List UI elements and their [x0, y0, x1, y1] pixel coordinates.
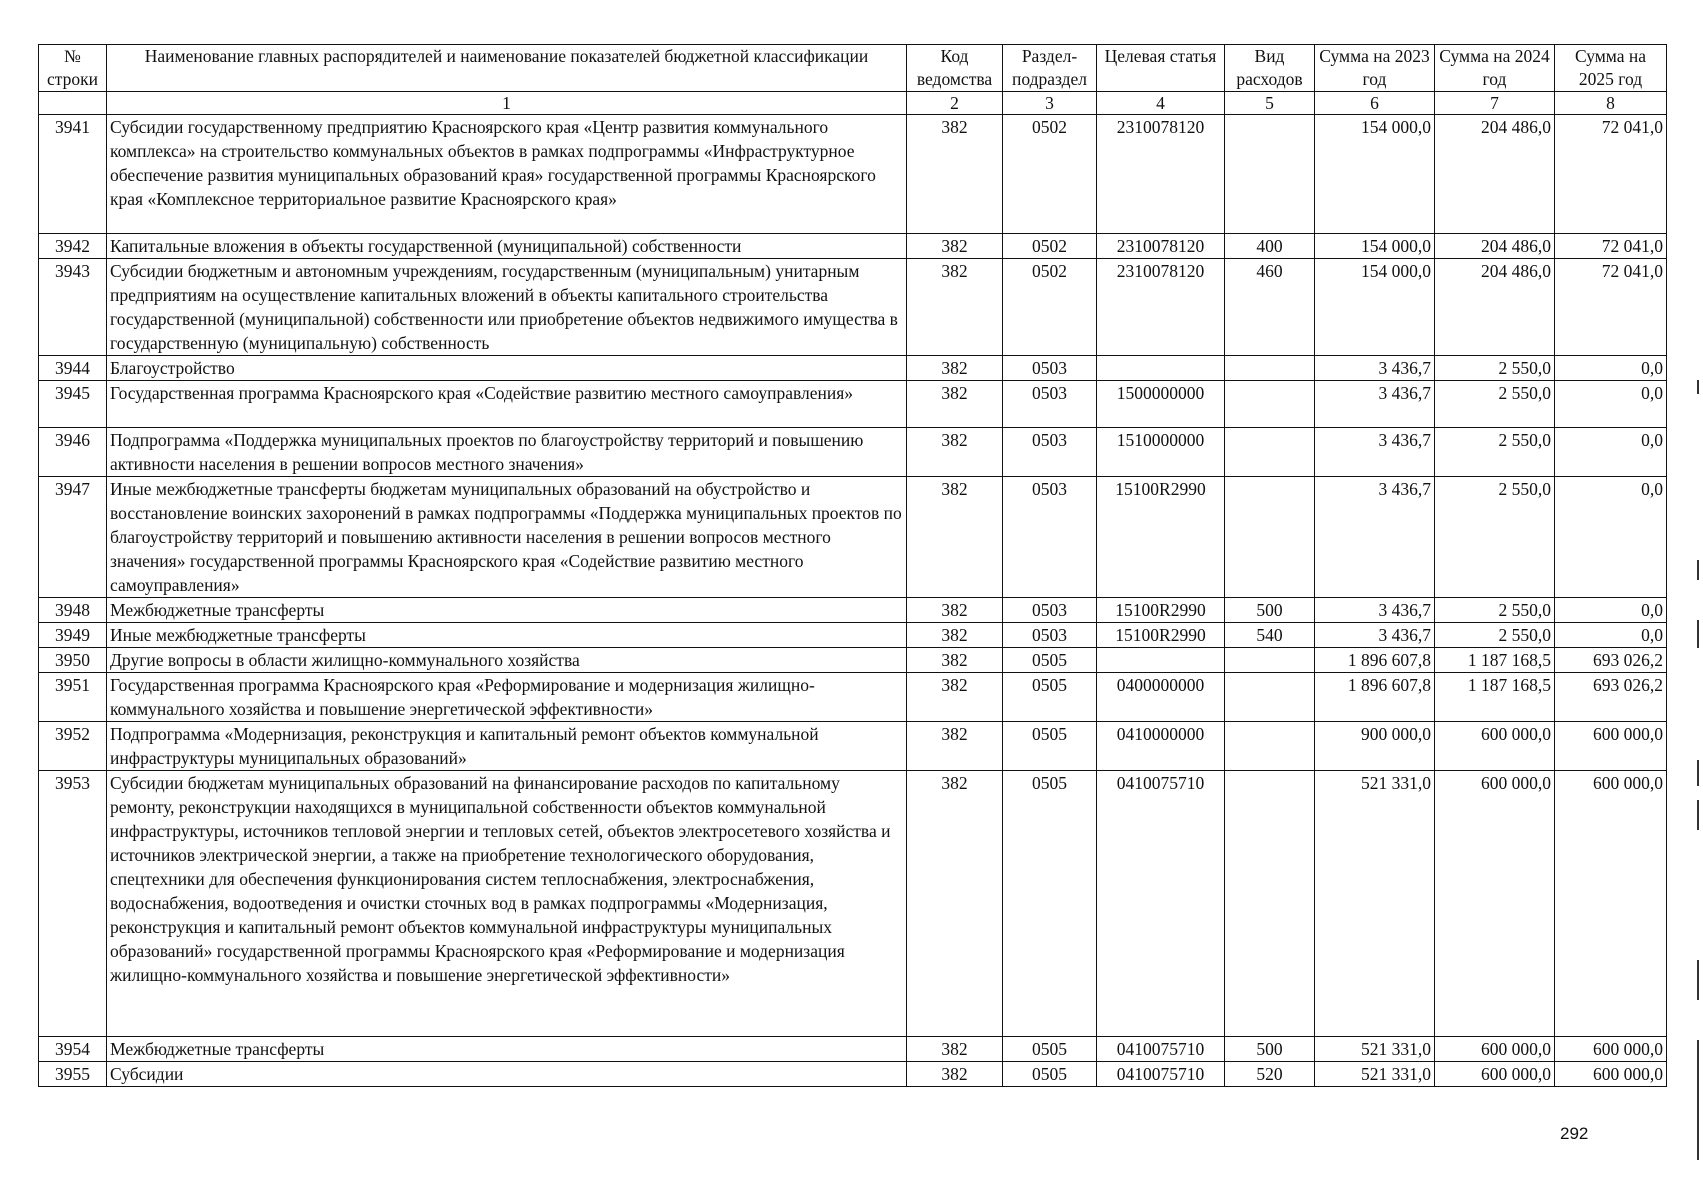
- section-code: 0502: [1003, 234, 1097, 259]
- column-number-row: [39, 92, 1667, 115]
- item-name: Межбюджетные трансферты: [107, 1037, 907, 1062]
- row-number: 3955: [39, 1062, 107, 1087]
- dept-code: 382: [907, 598, 1003, 623]
- dept-code: 382: [907, 623, 1003, 648]
- expense-type: [1225, 477, 1315, 598]
- row-number: 3949: [39, 623, 107, 648]
- section-code: 0503: [1003, 381, 1097, 428]
- table-row: [39, 598, 1667, 623]
- scan-edge-mark: [1697, 760, 1699, 786]
- target-article: 15100R2990: [1097, 623, 1225, 648]
- sum-2025: 600 000,0: [1555, 1037, 1667, 1062]
- dept-code: 382: [907, 477, 1003, 598]
- target-article: 0410000000: [1097, 722, 1225, 771]
- sum-2025: 0,0: [1555, 477, 1667, 598]
- header-sum-2023: Сумма на 2023 год: [1315, 45, 1435, 92]
- item-name: Субсидии: [107, 1062, 907, 1087]
- target-article: 0400000000: [1097, 673, 1225, 722]
- item-name: Благоустройство: [107, 356, 907, 381]
- sum-2023: 1 896 607,8: [1315, 648, 1435, 673]
- row-number: 3952: [39, 722, 107, 771]
- sum-2023: 3 436,7: [1315, 623, 1435, 648]
- sum-2023: 3 436,7: [1315, 356, 1435, 381]
- table-row: [39, 771, 1667, 1037]
- section-code: 0503: [1003, 428, 1097, 477]
- header-section: Раздел-подраздел: [1003, 45, 1097, 92]
- table-row: [39, 1062, 1667, 1087]
- header-expense-type: Вид расходов: [1225, 45, 1315, 92]
- sum-2024: 204 486,0: [1435, 115, 1555, 234]
- item-name: Подпрограмма «Поддержка муниципальных проектов по благоустройству территорий и повышению активности населения в решении вопросов местного значения»: [107, 428, 907, 477]
- expense-type: 460: [1225, 259, 1315, 356]
- row-number: 3944: [39, 356, 107, 381]
- expense-type: [1225, 428, 1315, 477]
- dept-code: 382: [907, 428, 1003, 477]
- target-article: 15100R2990: [1097, 598, 1225, 623]
- sum-2024: 600 000,0: [1435, 771, 1555, 1037]
- sum-2023: 154 000,0: [1315, 234, 1435, 259]
- expense-type: [1225, 381, 1315, 428]
- column-number: 2: [907, 92, 1003, 115]
- item-name: Иные межбюджетные трансферты: [107, 623, 907, 648]
- expense-type: [1225, 356, 1315, 381]
- dept-code: 382: [907, 1037, 1003, 1062]
- table-row: [39, 722, 1667, 771]
- section-code: 0505: [1003, 1062, 1097, 1087]
- sum-2024: 600 000,0: [1435, 1062, 1555, 1087]
- sum-2024: 2 550,0: [1435, 356, 1555, 381]
- scan-edge-mark: [1697, 1040, 1699, 1160]
- target-article: 0410075710: [1097, 1062, 1225, 1087]
- item-name: Государственная программа Красноярского края «Содействие развитию местного самоуправления»: [107, 381, 907, 428]
- scan-edge-mark: [1697, 620, 1699, 648]
- table-row: [39, 234, 1667, 259]
- sum-2025: 600 000,0: [1555, 1062, 1667, 1087]
- section-code: 0505: [1003, 722, 1097, 771]
- header-sum-2025: Сумма на 2025 год: [1555, 45, 1667, 92]
- dept-code: 382: [907, 259, 1003, 356]
- header-dept-code: Код ведомства: [907, 45, 1003, 92]
- expense-type: [1225, 771, 1315, 1037]
- section-code: 0503: [1003, 598, 1097, 623]
- target-article: 1510000000: [1097, 428, 1225, 477]
- sum-2024: 1 187 168,5: [1435, 648, 1555, 673]
- sum-2024: 2 550,0: [1435, 598, 1555, 623]
- sum-2025: 600 000,0: [1555, 722, 1667, 771]
- scan-edge-mark: [1697, 800, 1699, 830]
- section-code: 0502: [1003, 259, 1097, 356]
- expense-type: [1225, 648, 1315, 673]
- sum-2025: 72 041,0: [1555, 115, 1667, 234]
- table-row: [39, 428, 1667, 477]
- column-number: 6: [1315, 92, 1435, 115]
- row-number: 3946: [39, 428, 107, 477]
- dept-code: 382: [907, 115, 1003, 234]
- table-row: [39, 115, 1667, 234]
- row-number: 3947: [39, 477, 107, 598]
- expense-type: 520: [1225, 1062, 1315, 1087]
- target-article: 2310078120: [1097, 115, 1225, 234]
- sum-2025: 600 000,0: [1555, 771, 1667, 1037]
- column-number: 1: [107, 92, 907, 115]
- page-number: 292: [1560, 1124, 1589, 1143]
- item-name: Другие вопросы в области жилищно-коммунального хозяйства: [107, 648, 907, 673]
- target-article: 2310078120: [1097, 234, 1225, 259]
- expense-type: 500: [1225, 598, 1315, 623]
- table-row: [39, 356, 1667, 381]
- sum-2024: 2 550,0: [1435, 428, 1555, 477]
- section-code: 0502: [1003, 115, 1097, 234]
- row-number: 3942: [39, 234, 107, 259]
- table-body: [39, 115, 1667, 1087]
- sum-2023: 521 331,0: [1315, 771, 1435, 1037]
- sum-2025: 693 026,2: [1555, 673, 1667, 722]
- scan-edge-mark: [1697, 560, 1699, 580]
- item-name: Субсидии бюджетным и автономным учреждениям, государственным (муниципальным) унитарным предприятиям на осуществление капитальных вложений в объекты капитального строительства государственной (муниципальной) собственности или приобретение объектов недвижимого имущества в государственную (муниципальную) собственность: [107, 259, 907, 356]
- sum-2025: 72 041,0: [1555, 259, 1667, 356]
- header-row-number: № строки: [39, 45, 107, 92]
- target-article: [1097, 356, 1225, 381]
- section-code: 0503: [1003, 356, 1097, 381]
- target-article: 0410075710: [1097, 1037, 1225, 1062]
- section-code: 0503: [1003, 477, 1097, 598]
- sum-2023: 3 436,7: [1315, 598, 1435, 623]
- section-code: 0505: [1003, 1037, 1097, 1062]
- row-number: 3953: [39, 771, 107, 1037]
- table-row: [39, 1037, 1667, 1062]
- column-number: 4: [1097, 92, 1225, 115]
- dept-code: 382: [907, 673, 1003, 722]
- scan-edge-mark: [1697, 380, 1699, 394]
- item-name: Субсидии бюджетам муниципальных образований на финансирование расходов по капитальному ремонту, реконструкции находящихся в муниципальной собственности объектов коммунальной инфраструктуры, источников тепловой энергии и тепловых сетей, объектов электросетевого хозяйства и источников электрической энергии, а также на приобретение технологического оборудования, спецтехники для обеспечения функционирования систем теплоснабжения, электроснабжения, водоснабжения, водоотведения и очистки сточных вод в рамках подпрограммы «Модернизация, реконструкция и капитальный ремонт объектов коммунальной инфраструктуры муниципальных образований» государственной программы Красноярского края «Реформирование и модернизация жилищно-коммунального хозяйства и повышение энергетической эффективности»: [107, 771, 907, 1037]
- sum-2025: 0,0: [1555, 598, 1667, 623]
- row-number: 3948: [39, 598, 107, 623]
- sum-2023: 154 000,0: [1315, 115, 1435, 234]
- target-article: 0410075710: [1097, 771, 1225, 1037]
- dept-code: 382: [907, 234, 1003, 259]
- row-number: 3954: [39, 1037, 107, 1062]
- section-code: 0505: [1003, 771, 1097, 1037]
- row-number: 3951: [39, 673, 107, 722]
- sum-2024: 1 187 168,5: [1435, 673, 1555, 722]
- sum-2025: 72 041,0: [1555, 234, 1667, 259]
- row-number: 3941: [39, 115, 107, 234]
- sum-2025: 0,0: [1555, 623, 1667, 648]
- table-row: [39, 673, 1667, 722]
- expense-type: [1225, 673, 1315, 722]
- header-name: Наименование главных распорядителей и наименование показателей бюджетной классификации: [107, 45, 907, 92]
- sum-2023: 900 000,0: [1315, 722, 1435, 771]
- section-code: 0503: [1003, 623, 1097, 648]
- dept-code: 382: [907, 1062, 1003, 1087]
- dept-code: 382: [907, 381, 1003, 428]
- table-row: [39, 381, 1667, 428]
- column-number-blank: [39, 92, 107, 115]
- dept-code: 382: [907, 356, 1003, 381]
- column-number: 5: [1225, 92, 1315, 115]
- section-code: 0505: [1003, 673, 1097, 722]
- target-article: 1500000000: [1097, 381, 1225, 428]
- header-sum-2024: Сумма на 2024 год: [1435, 45, 1555, 92]
- table-row: [39, 259, 1667, 356]
- expense-type: 400: [1225, 234, 1315, 259]
- row-number: 3945: [39, 381, 107, 428]
- expense-type: [1225, 722, 1315, 771]
- sum-2023: 3 436,7: [1315, 381, 1435, 428]
- sum-2024: 2 550,0: [1435, 477, 1555, 598]
- item-name: Подпрограмма «Модернизация, реконструкция и капитальный ремонт объектов коммунальной инфраструктуры муниципальных образований»: [107, 722, 907, 771]
- column-number: 8: [1555, 92, 1667, 115]
- sum-2023: 3 436,7: [1315, 428, 1435, 477]
- sum-2023: 521 331,0: [1315, 1062, 1435, 1087]
- item-name: Межбюджетные трансферты: [107, 598, 907, 623]
- item-name: Государственная программа Красноярского края «Реформирование и модернизация жилищно-коммунального хозяйства и повышение энергетической эффективности»: [107, 673, 907, 722]
- sum-2024: 600 000,0: [1435, 722, 1555, 771]
- table-row: [39, 477, 1667, 598]
- item-name: Капитальные вложения в объекты государственной (муниципальной) собственности: [107, 234, 907, 259]
- section-code: 0505: [1003, 648, 1097, 673]
- budget-table: [38, 44, 1667, 1087]
- row-number: 3950: [39, 648, 107, 673]
- table-row: [39, 623, 1667, 648]
- sum-2024: 204 486,0: [1435, 234, 1555, 259]
- expense-type: [1225, 115, 1315, 234]
- sum-2025: 0,0: [1555, 356, 1667, 381]
- scan-edge-mark: [1697, 960, 1699, 1000]
- sum-2023: 3 436,7: [1315, 477, 1435, 598]
- sum-2023: 154 000,0: [1315, 259, 1435, 356]
- row-number: 3943: [39, 259, 107, 356]
- sum-2024: 2 550,0: [1435, 381, 1555, 428]
- sum-2024: 600 000,0: [1435, 1037, 1555, 1062]
- target-article: 15100R2990: [1097, 477, 1225, 598]
- dept-code: 382: [907, 648, 1003, 673]
- sum-2024: 204 486,0: [1435, 259, 1555, 356]
- sum-2023: 1 896 607,8: [1315, 673, 1435, 722]
- expense-type: 500: [1225, 1037, 1315, 1062]
- sum-2025: 0,0: [1555, 381, 1667, 428]
- item-name: Иные межбюджетные трансферты бюджетам муниципальных образований на обустройство и восстановление воинских захоронений в рамках подпрограммы «Поддержка муниципальных проектов по благоустройству территорий и повышению активности населения в решении вопросов местного значения» государственной программы Красноярского края «Содействие развитию местного самоуправления»: [107, 477, 907, 598]
- sum-2025: 693 026,2: [1555, 648, 1667, 673]
- sum-2023: 521 331,0: [1315, 1037, 1435, 1062]
- target-article: [1097, 648, 1225, 673]
- sum-2024: 2 550,0: [1435, 623, 1555, 648]
- table-row: [39, 648, 1667, 673]
- column-number: 7: [1435, 92, 1555, 115]
- target-article: 2310078120: [1097, 259, 1225, 356]
- header-row: [39, 45, 1667, 92]
- column-number: 3: [1003, 92, 1097, 115]
- header-target: Целевая статья: [1097, 45, 1225, 92]
- sum-2025: 0,0: [1555, 428, 1667, 477]
- dept-code: 382: [907, 722, 1003, 771]
- item-name: Субсидии государственному предприятию Красноярского края «Центр развития коммунального комплекса» на строительство коммунальных объектов в рамках подпрограммы «Инфраструктурное обеспечение развития муниципальных образований края» государственной программы Красноярского края «Комплексное территориальное развитие Красноярского края»: [107, 115, 907, 234]
- dept-code: 382: [907, 771, 1003, 1037]
- expense-type: 540: [1225, 623, 1315, 648]
